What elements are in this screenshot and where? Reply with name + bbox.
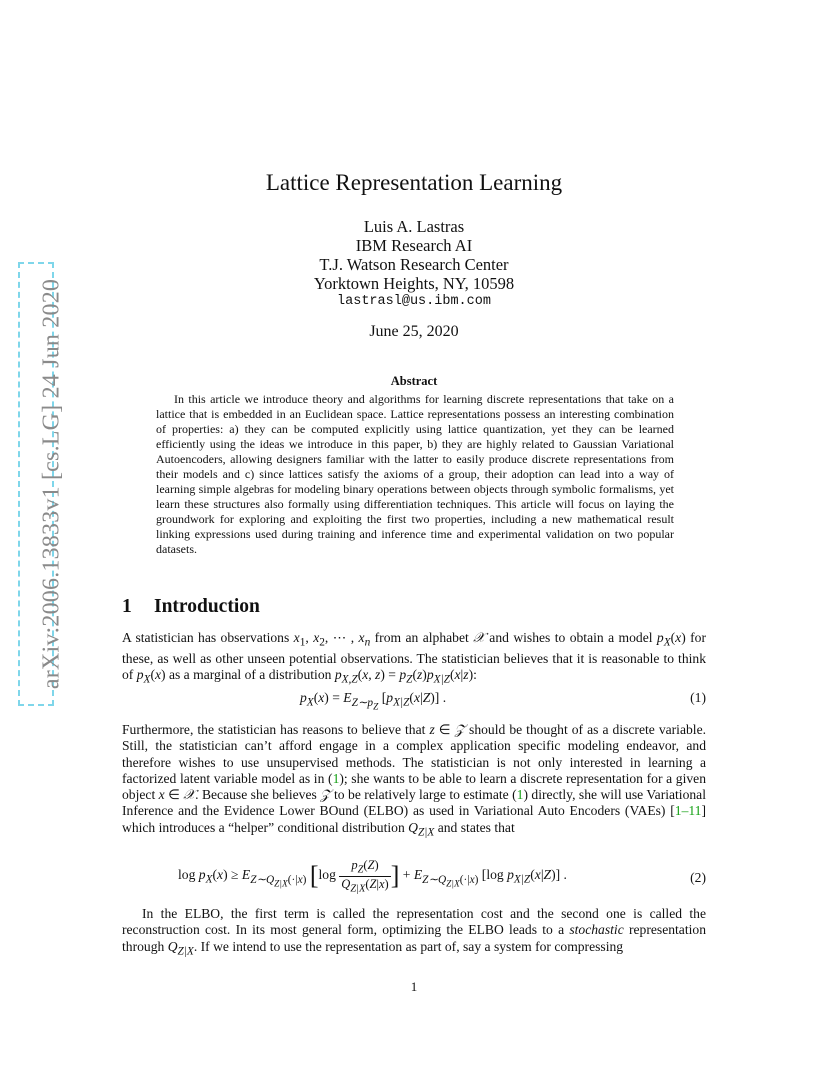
citation-link[interactable]: 1–11 — [674, 803, 702, 819]
author-center: T.J. Watson Research Center — [319, 255, 509, 274]
author-name: Luis A. Lastras — [363, 217, 465, 236]
abstract-heading: Abstract — [390, 374, 438, 388]
equation-reference-link[interactable]: 1 — [516, 787, 524, 803]
equation-2-number: (2) — [690, 870, 706, 885]
abstract-text: In this article we introduce theory and algorithms for learning discrete representations that take on a lattice that is embedded in an Euclidean space. Lattice representations possess an interesting combination of properties: a) they can be computed explicitly using lattice quantization, yet they can be learned efficiently using the ideas we introduce in this paper, b) they are highly related to Gaussian Variational Autoencoders, allowing designers familiar with the latter to easily produce discrete representations from their models and c) since lattices satisfy the axioms of a group, their adoption can lead into a way of learning simple algebras for modeling binary operations between objects through symbolic formalisms, yet learn these structures also formally using differentiation techniques. This article will focus on laying the groundwork for exploring and exploiting the first two properties, including a new mathematical result linking expressions used during training and inference time and experimental validation on two popular datasets. — [156, 392, 674, 556]
paper-date: June 25, 2020 — [369, 323, 459, 340]
emphasis-stochastic: stochastic — [569, 922, 624, 938]
paper-title: Lattice Representation Learning — [265, 170, 563, 195]
author-address: Yorktown Heights, NY, 10598 — [313, 274, 515, 293]
section-number: 1 — [122, 596, 132, 617]
section-heading — [122, 596, 260, 618]
intro-paragraph-2: Furthermore, the statistician has reasons to believe that z ∈ 𝒵 should be thought of as a discrete variable. Still, the statistician can’t afford engage in a complex application specific modeling endeavor, and therefore wishes to use unsupervised methods. The statistician is not only interested in learning a factorized latent variable model as in (1); she wants to be able to learn a discrete representation for a given object x ∈ 𝒳. Because she believes 𝒵 to be relatively large to estimate (1) directly, she will use Variational Inference and the Evidence Lower BOund (ELBO) as used in Variational Auto Encoders (VAEs) [1–11] which introduces a “helper” conditional distribution $Q_{Z|X}$ and states that — [122, 722, 706, 839]
arxiv-identifier[interactable]: arXiv:2006.13833v1 [cs.LG] 24 Jun 2020 — [38, 278, 65, 690]
equation-1-number: (1) — [690, 690, 706, 705]
page-number: 1 — [410, 979, 418, 994]
equation-2 — [122, 858, 706, 898]
author-email[interactable]: lastrasl@us.ibm.com — [337, 294, 491, 309]
equation-1 — [122, 690, 706, 712]
intro-paragraph-3: In the ELBO, the first term is called the representation cost and the second one is called the reconstruction cost. In its most general form, optimizing the ELBO leads to a stochastic representation through $Q_{Z|X}$. If we intend to use the representation as part of, say a system for compressing — [122, 906, 706, 958]
equation-1-body: $p_X(x) = E_{Z\sim p_Z}$ $[p_{X|Z}(x|Z)]$ . — [300, 690, 447, 712]
equation-reference-link[interactable]: 1 — [332, 770, 340, 786]
intro-paragraph-1: A statistician has observations $x_1$, $x_2$, ⋯ , $x_n$ from an alphabet 𝒳 and wishes to obtain a model $p_X(x)$ for these, as well as other unseen potential observations. The statistician believes that it is reasonable to think of $p_X(x)$ as a marginal of a distribution $p_{X,Z}(x$, $z) = p_Z(z)p_{X|Z}(x|z)$: — [122, 630, 707, 687]
author-affiliation: IBM Research AI — [355, 236, 473, 255]
section-title: Introduction — [154, 596, 260, 617]
equation-2-body: $\log p_X(x) \ge E_{Z\sim Q_{Z|X}(\cdot|x)}$ [log $\frac{p_Z(Z)}{Q_{Z|X}(Z|x)}$ ] + $E_{Z\sim Q_{Z|X}(\cdot|x)}$ [log $p_{X|Z}(x|Z)$] . — [178, 858, 567, 894]
